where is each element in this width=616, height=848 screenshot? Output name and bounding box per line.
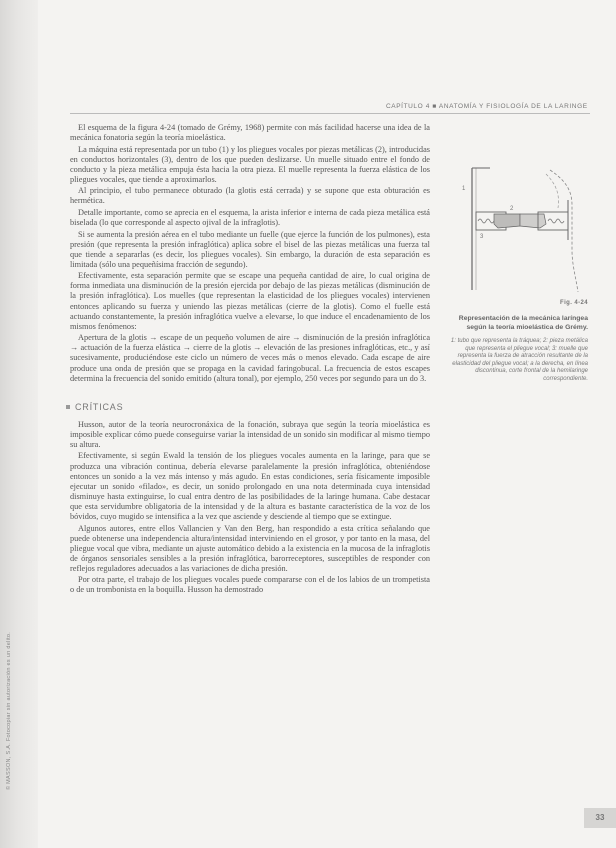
section-heading: [66, 402, 430, 412]
paragraph: Efectivamente, esta separación permite que se escape una pequeña cantidad de aire, lo cual origina de forma inmediata una disminución de la presión ejercida por debajo de las piezas metálicas (disminución de la presión infraglótica). Los muelles (que representan la elasticidad de los pliegues vocales) intervienen entonces aplicando su fuerza y uniendo las piezas metálicas (cierre de la glotis). Como el fuelle está actuando constantemente, la presión infraglótica vuelve a elevarse, lo que induce el encadenamiento de los mismos fenómenos:: [70, 271, 430, 331]
paragraph: Al principio, el tubo permanece obturado (la glotis está cerrada) y se supone que esta obturación es hermética.: [70, 186, 430, 206]
section-heading-text: CRÍTICAS: [75, 401, 124, 412]
hemilarynx-dashed-outline: [550, 170, 578, 292]
bullet-square-icon: [66, 405, 70, 409]
figure-caption-body: 1: tubo que representa la tráquea; 2: pieza metálica que representa el pliegue vocal; 3: muelle que representa la fuerza de atracción resultante de la elasticidad del pliegue vocal; a la derecha, en línea discontinua, corte frontal de la hemilaringe correspondiente.: [450, 338, 588, 382]
callout-1: 1: [462, 186, 466, 192]
spring-right: [548, 219, 564, 223]
paragraph: La máquina está representada por un tubo (1) y los pliegues vocales por piezas metálicas (2), introducidas en conductos horizontales (3), dentro de los que pueden deslizarse. Un muelle situado entre el fondo de conducto y la pieza metálica empuja ésta hacia la otra pieza. El muelle representa la fuerza elástica de los pliegues vocales, que tiende a aproximarlos.: [70, 144, 430, 184]
paragraph: Efectivamente, si según Ewald la tensión de los pliegues vocales aumenta en la laringe, para que se produzca una vibración continua, debería elevarse paralelamente la presión infraglótica, obteniéndose entonces un sonido a la vez más intenso y más agudo. En estas condiciones, sería físicamente imposible ejecutar un sonido «filado», es decir, un sonido prolongado en una nota determinada cuya intensidad disminuye hasta extinguirse, lo cual entra dentro de las posibilidades de la laringe humana. Cabe destacar que esta servidumbre obligatoria de la intensidad y de la altura es bastante característica de la voz de los bóvidos, cuyo mugido se intensifica a la vez que asciende y desciende al tiempo que se extingue.: [70, 451, 430, 522]
paragraph: Apertura de la glotis → escape de un pequeño volumen de aire → disminución de la presión infraglótica → actuación de la fuerza elástica → cierre de la glotis → elevación de las presiones infraglóticas, etc., y así sucesivamente, produciéndose este ciclo un número de veces más o menos elevado. Cada escape de aire produce una onda de presión que se propaga en la cavidad faringobucal. La frecuencia de estos escapes determina la frecuencia del sonido emitido (altura tonal), por ejemplo, 250 veces por segundo para un do 3.: [70, 333, 430, 383]
paragraph: Por otra parte, el trabajo de los pliegues vocales puede compararse con el de los labios de un trompetista o de un trombonista en la boquilla. Husson ha demostrado: [70, 575, 430, 595]
figure-label: Fig. 4-24: [560, 300, 588, 306]
main-text-column: [70, 123, 430, 597]
metal-piece-right: [520, 214, 546, 228]
paragraph: El esquema de la figura 4-24 (tomado de Grémy, 1968) permite con más facilidad hacerse una idea de la mecánica fonatoria según la teoría mioelástica.: [70, 123, 430, 143]
larynx-diagram-svg: [460, 160, 590, 295]
copyright-notice: © MASSON, S.A. Fotocopiar sin autorización es un delito.: [6, 631, 12, 790]
spring-left: [478, 219, 494, 223]
callout-3: 3: [480, 234, 484, 240]
paragraph: Algunos autores, entre ellos Vallancien y Van den Berg, han respondido a esta crítica señalando que puede obtenerse una independencia altura/intensidad interviniendo en el grosor, y por tanto en la masa, del pliegue vocal que vibra, mediante un ajuste automático debido a la existencia en la mucosa de la infraglotis de órganos sensoriales sensibles a la presión infraglótica, barorreceptores, susceptibles de responder con reflejos reguladores adecuados a las variaciones de dicha presión.: [70, 523, 430, 573]
figure-caption: [450, 300, 588, 384]
paragraph: Husson, autor de la teoría neurocronáxica de la fonación, subraya que según la teoría mioelástica es imposible explicar cómo puede conseguirse variar la intensidad de un sonido sin modificar al mismo tiempo su altura.: [70, 419, 430, 449]
figure-caption-title: Representación de la mecánica laríngea según la teoría mioelástica de Grémy.: [458, 315, 588, 331]
paragraph: Si se aumenta la presión aérea en el tubo mediante un fuelle (que ejerce la función de los pulmones), esta presión (que representa la presión infraglótica) aplica sobre el bisel de las piezas metálicas una fuerza tal que tiende a separarlas (es decir, los pliegues vocales). Sin embargo, la duración de esta separación es limitada (sólo una pequeñísima fracción de segundo).: [70, 229, 430, 269]
larynx-mechanics-figure: [460, 160, 590, 295]
header-rule: [70, 113, 590, 114]
running-header: CAPÍTULO 4 ■ ANATOMÍA Y FISIOLOGÍA DE LA LARINGE: [386, 103, 588, 110]
metal-piece-left: [494, 214, 520, 228]
page-number: 33: [584, 808, 616, 828]
paragraph: Detalle importante, como se aprecia en el esquema, la arista inferior e interna de cada pieza metálica está biselada (lo que corresponde al aspecto ojival de la infraglotis).: [70, 207, 430, 228]
vocal-fold-dashed-outline: [546, 174, 559, 208]
callout-2: 2: [510, 206, 514, 212]
